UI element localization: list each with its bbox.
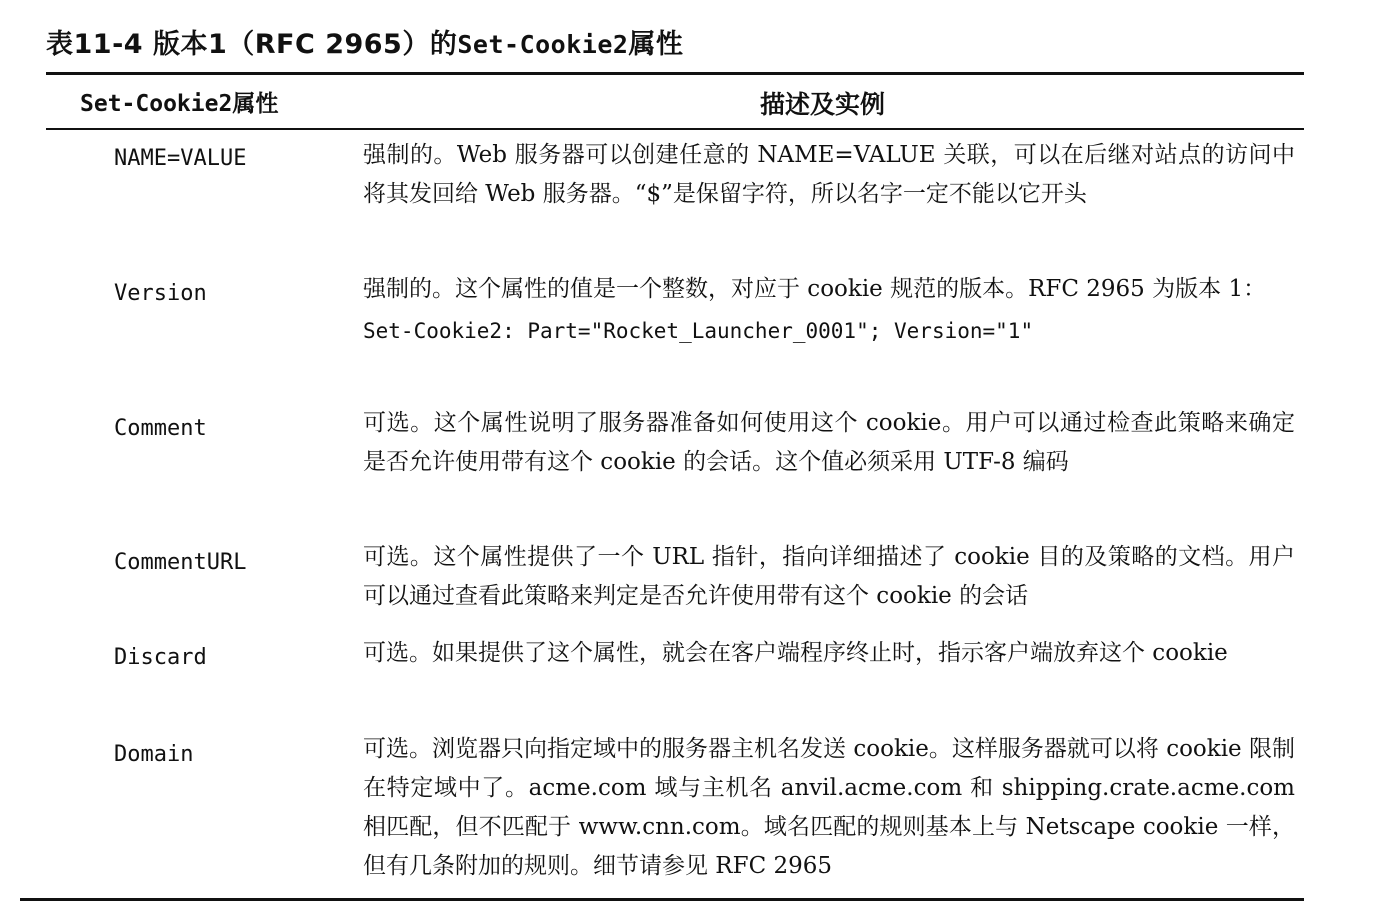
row-description-discard: 可选。如果提供了这个属性，就会在客户端程序终止时，指示客户端放弃这个 cookie [363, 640, 1228, 666]
caption-mono: Set-Cookie2 [457, 30, 629, 59]
header-description: 描述及实例 [760, 90, 886, 119]
row-attribute-discard: Discard [114, 645, 207, 670]
table-header-rule [46, 128, 1304, 130]
caption-prefix: 表11-4 版本1（RFC 2965）的 [46, 29, 458, 60]
row-description-domain: 可选。浏览器只向指定域中的服务器主机名发送 cookie。这样服务器就可以将 cookie 限制在特定域中了。acme.com 域与主机名 anvil.acme.com 和 shipping.crate.acme.com 相匹配，但不匹配于 www.cnn.com。域名匹配的规则基本上与 Netscape cookie 一样，但有几条附加的规则。细节请参见 RFC 2965 [363, 736, 1295, 879]
table-caption [46, 22, 683, 61]
table-top-rule [46, 72, 1304, 75]
row-attribute-domain: Domain [114, 742, 194, 767]
row-description-version [363, 270, 1295, 353]
caption-suffix: 属性 [628, 29, 684, 60]
row-description-commenturl: 可选。这个属性提供了一个 URL 指针，指向详细描述了 cookie 目的及策略的文档。用户可以通过查看此策略来判定是否允许使用带有这个 cookie 的会话 [363, 544, 1295, 609]
version-description-text: 强制的。这个属性的值是一个整数，对应于 cookie 规范的版本。RFC 2965 为版本 1： [363, 276, 1267, 302]
row-attribute-comment: Comment [114, 416, 207, 441]
row-attribute-name-value: NAME=VALUE [114, 146, 247, 171]
row-description-comment: 可选。这个属性说明了服务器准备如何使用这个 cookie。用户可以通过检查此策略来确定是否允许使用带有这个 cookie 的会话。这个值必须采用 UTF-8 编码 [363, 410, 1295, 475]
row-attribute-commenturl: CommentURL [114, 550, 247, 575]
row-description-name-value: 强制的。Web 服务器可以创建任意的 NAME=VALUE 关联，可以在后继对站点的访问中将其发回给 Web 服务器。“$”是保留字符，所以名字一定不能以它开头 [363, 142, 1295, 207]
row-attribute-version: Version [114, 281, 207, 306]
header-attribute: Set-Cookie2属性 [80, 91, 279, 117]
table-bottom-rule [20, 898, 1304, 901]
version-code-example: Set-Cookie2: Part="Rocket_Launcher_0001"; Version="1" [363, 319, 1034, 343]
